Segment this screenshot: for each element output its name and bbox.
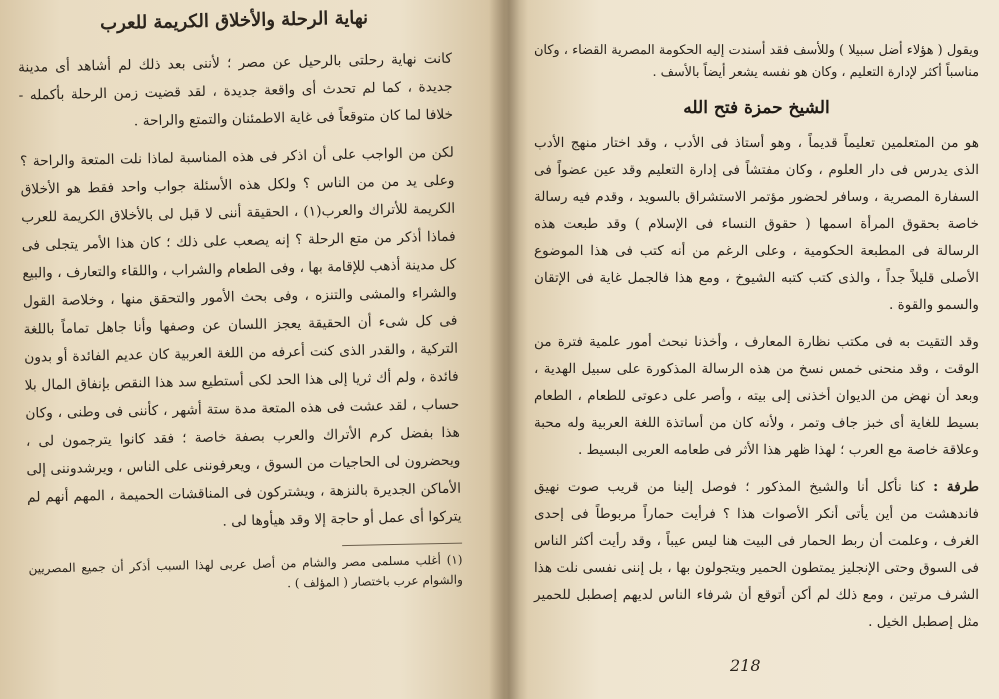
page-number: 218 [730, 656, 761, 675]
anecdote-label: طرفة : [933, 479, 980, 495]
left-page-heading: نهاية الرحلة والأخلاق الكريمة للعرب [99, 7, 369, 35]
anecdote-paragraph [534, 474, 979, 636]
right-intro-paragraph: ويقول ( هؤلاء أضل سبيلا ) وللأسف فقد أسندت إليه الحكومة المصرية القضاء ، وكان مناسباً أكثر لإدارة التعليم ، وكان هو نفسه يشعر أيضاً بالأسف . [534, 43, 979, 80]
footnote-divider [342, 543, 462, 547]
right-paragraph: وقد التقيت به فى مكتب نظارة المعارف ، وأخذنا نبحث أمور علمية فترة من الوقت ، وقد منحنى خمس نسخ من هذه الرسالة المذكورة على سبيل الهدية ، وبعد أن نهض من الديوان أخذنى إلى بيته ، وأصر على دعوتى للطعام ، الطعام بسيط للغاية أى خبز جاف وتمر ، ولأنه كان من أساتذة اللغة العربية وله محبة وعلاقة خاصة مع العرب ؛ لهذا ظهر هذا الأثر فى طعامه العربى البسيط . [534, 334, 979, 458]
left-paragraph: لكن من الواجب على أن اذكر فى هذه المناسبة لماذا نلت المتعة والراحة ؟ وعلى يد من من الناس ؟ ولكل هذه الأسئلة جواب واحد فقط هو الأخلاق الكريمة للأتراك والعرب(١) ، الحقيقة أننى لا قبل لى بالأخلاق الكريمة للعرب فماذا أذكر من متع الرحلة ؟ إنه يصعب على ذلك ؛ كان هذا الأمر يتجلى فى كل مدينة أذهب للإقامة بها ، وفى الطعام والشراب ، واللقاء والتعارف ، والبيع والشراء والمشى والتنزه ، وفى بحث الأمور والتحقق منها ، وخلاصة القول فى كل شىء أن الحقيقة يعجز اللسان عن وصفها وأنا جاهل تماماً باللغة التركية ، والقدر الذى كنت أعرفه من اللغة العربية كان عديم الفائدة أو بدون فائدة ، ولم أك ثريا إلى هذا الحد لكى أستطيع سد هذا النقص بإنفاق المال بلا حساب ، لقد عشت فى هذه المتعة مدة ستة أشهر ، كأننى فى وطنى ، وكان هذا بفضل كرم الأتراك والعرب بصفة خاصة ؛ فقد كانوا يترجمون لى ، ويحضرون لى الحاجيات من السوق ، ويعرفوننى على الناس ، ويرشدوننى إلى الأماكن الجديرة بالنزهة ، ويشتركون فى المناقشات الحميمة ، المهم أنهم لم يتركوا أى عمل أو حاجة إلا وقد هيأوها لى . [19, 144, 462, 530]
footnote: (١) أغلب مسلمى مصر والشام من أصل عربى لهذا السبب أذكر أن جميع المصريين والشوام عرب باختصار ( المؤلف ) . [28, 552, 464, 591]
right-page-heading: الشيخ حمزة فتح الله [683, 98, 830, 118]
anecdote-text: كنا نأكل أنا والشيخ المذكور ؛ فوصل إلينا من قريب صوت نهيق فاندهشت من أين يأتى أنكر الأصوات هذا ؟ فرأيت حماراً مربوطاً فى إحدى الغرف ، وعلمت أن ربط الحمار فى البيت هنا ليس عيباً ، وقد رأيت أكثر الناس فى السوق وحتى الإنجليز يمتطون الحمير ويتجولون بها ، بل إننى نفسى نلت هذا الشرف مرتين ، ومع ذلك لم أكن أتوقع أن شرفاء الناس لديهم إصطبل للحمير مثل إصطبل الخيل . [534, 479, 979, 630]
right-page [518, 0, 999, 699]
right-paragraph: هو من المتعلمين تعليماً قديماً ، وهو أستاذ فى الأدب ، وقد اختار منهج الأدب الذى يدرس فى دار العلوم ، وكان مفتشاً فى إدارة التعليم وقد عين عضواً فى السفارة المصرية ، وسافر لحضور مؤتمر الاستشراق بالسويد ، وقدم فيه رسالة خاصة بحقوق المرأة اسمها ( حقوق النساء فى الإسلام ) وقد طبعت هذه الرسالة فى المطبعة الحكومية ، وعلى الرغم من أنه كتب فى هذا الموضوع الأصلى قليلاً جداً ، والذى كتب كتبه الشيوخ ، ومع هذا فالجمل غاية فى الإتقان والسمو والقوة . [534, 135, 979, 313]
left-paragraph: كانت نهاية رحلتى بالرحيل عن مصر ؛ لأننى بعد ذلك لم أشاهد أى مدينة جديدة ، كما لم تحدث أى واقعة جديدة ، لقد قضيت زمن الرحلة بأكمله - خلافا لما كان متوقعاً فى غاية الاطمئنان والتمتع والراحة . [17, 50, 454, 130]
